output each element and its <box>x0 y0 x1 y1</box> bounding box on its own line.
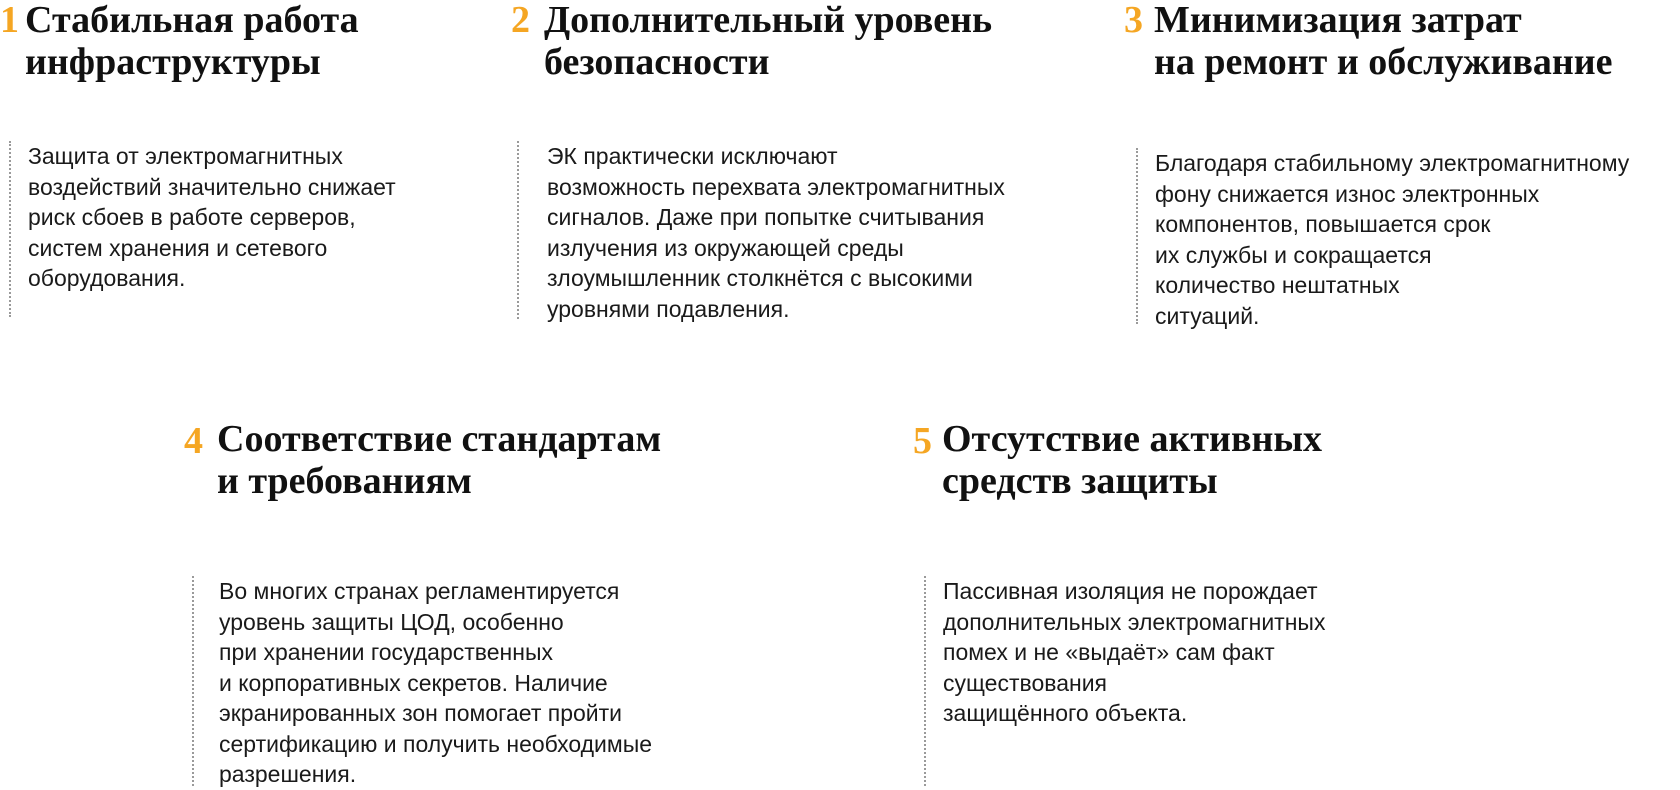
benefit-title: Соответствие стандартам и требованиям <box>217 418 662 502</box>
benefit-number: 4 <box>184 420 203 462</box>
benefit-description <box>1136 148 1678 329</box>
benefit-title: Минимизация затрат на ремонт и обслуживание <box>1154 0 1613 83</box>
benefit-text: Пассивная изоляция не порождает дополнительных электромагнитных помех и не «выдаёт» сам факт существования защищённого объекта. <box>943 578 1326 726</box>
benefit-number: 3 <box>1124 0 1143 41</box>
benefit-description <box>192 576 754 786</box>
benefit-title: Дополнительный уровень безопасности <box>544 0 993 83</box>
benefit-title: Стабильная работа инфраструктуры <box>25 0 359 83</box>
benefit-text: Защита от электромагнитных воздействий значительно снижает риск сбоев в работе серверов, систем хранения и сетевого оборудования. <box>28 143 396 291</box>
benefit-number: 5 <box>913 420 932 462</box>
benefit-number: 2 <box>511 0 530 41</box>
benefit-number: 1 <box>0 0 19 41</box>
benefit-description <box>517 141 1079 322</box>
benefit-text: Во многих странах регламентируется уровень защиты ЦОД, особенно при хранении государственных и корпоративных секретов. Наличие экранированных зон помогает пройти сертификацию и получить необходимые разрешения. <box>219 578 653 787</box>
benefit-description <box>924 576 1446 786</box>
benefit-title: Отсутствие активных средств защиты <box>942 418 1323 502</box>
benefit-text: ЭК практически исключают возможность перехвата электромагнитных сигналов. Даже при попытке считывания излучения из окружающей среды злоумышленник столкнётся с высокими уровнями подавления. <box>547 143 1005 322</box>
benefit-text: Благодаря стабильному электромагнитному фону снижается износ электронных компонентов, повышается срок их службы и сокращается количество нештатных ситуаций. <box>1155 150 1630 329</box>
benefit-description <box>9 141 471 317</box>
